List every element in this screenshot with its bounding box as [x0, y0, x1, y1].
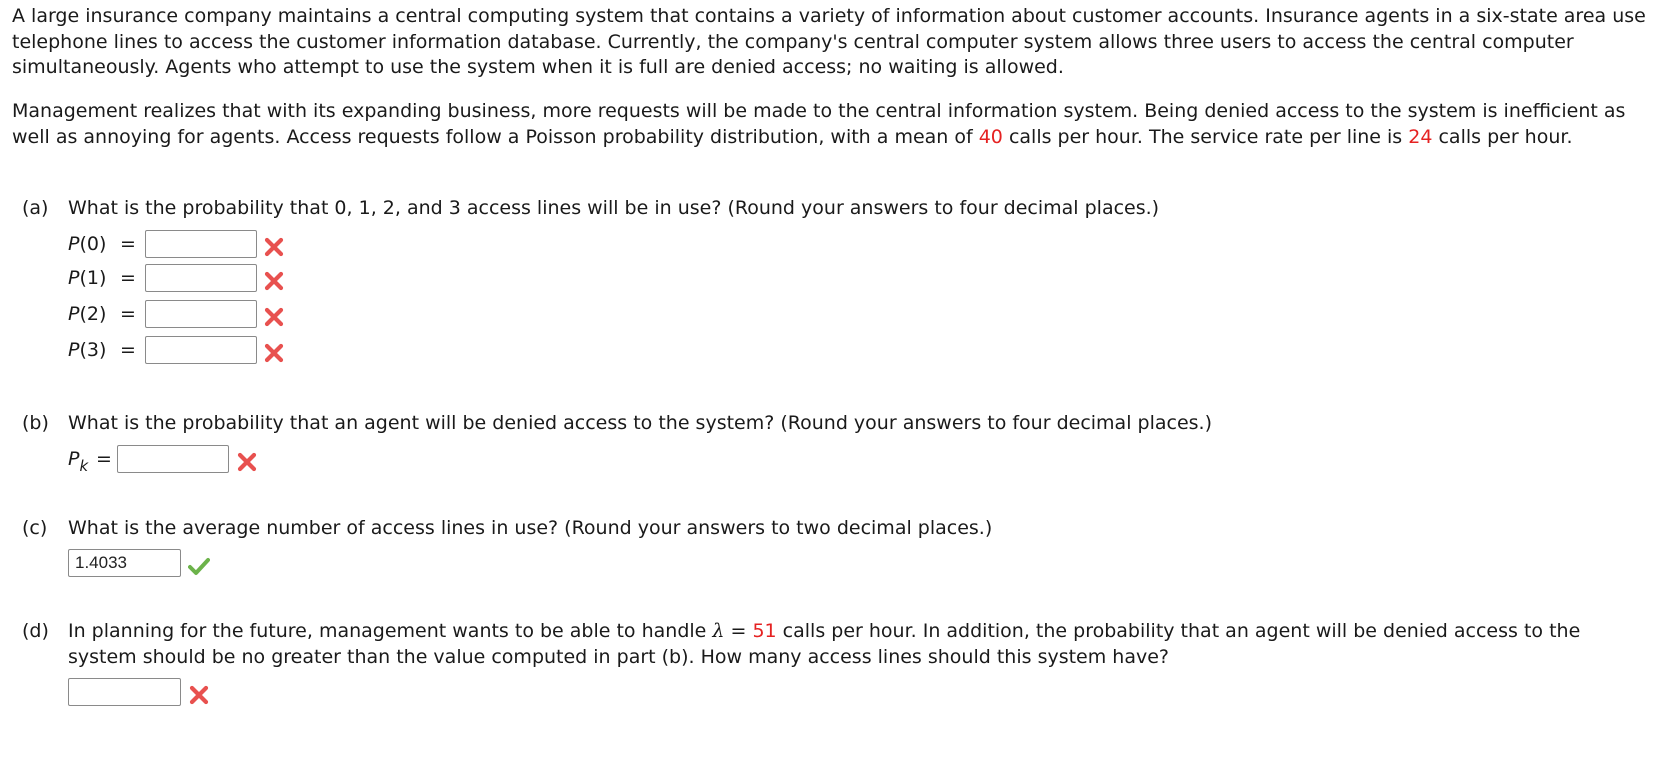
part-b-text: What is the probability that an agent will be denied access to the system? (Round your answers to four decimal places.): [68, 412, 1212, 434]
incorrect-x-icon: [263, 236, 285, 258]
pk-input[interactable]: [117, 445, 229, 473]
equals-sign: =: [120, 267, 136, 289]
pk-label: $P_k$: [68, 448, 89, 475]
average-lines-input[interactable]: 1.4033: [68, 549, 181, 577]
part-a-text: What is the probability that 0, 1, 2, and 3 access lines will be in use? (Round your answers to four decimal places.): [68, 197, 1160, 219]
part-c-letter: (c): [22, 517, 48, 539]
incorrect-x-icon: [188, 684, 210, 706]
equals-sign: =: [120, 233, 136, 255]
lambda-symbol: λ: [712, 620, 725, 642]
p0-input[interactable]: [145, 230, 257, 258]
part-d-text: In planning for the future, management wants to be able to handle λ = 51 calls per hour. In addition, the probability that an agent will be denied access to the system should be no greater than the value computed in part (b). How many access lines should this system have?: [68, 620, 1581, 668]
service-rate-value: 24: [1408, 125, 1433, 148]
p2-input[interactable]: [145, 300, 257, 328]
correct-check-icon: [188, 555, 210, 577]
p1-input[interactable]: [145, 264, 257, 292]
incorrect-x-icon: [263, 270, 285, 292]
part-a-letter: (a): [22, 197, 49, 219]
equals-sign: =: [96, 448, 112, 470]
arrival-mean-value: 40: [978, 125, 1003, 148]
intro-paragraph-1: A large insurance company maintains a central computing system that contains a variety of information about customer accounts. Insurance agents in a six-state area use telephone lines to access the customer information database. Currently, the company's central computer system allows three users to access the central computer simultaneously. Agents who attempt to use the system when it is full are denied access; no waiting is allowed.: [12, 5, 1646, 78]
p3-input[interactable]: [145, 336, 257, 364]
incorrect-x-icon: [236, 451, 258, 473]
intro-text: calls per hour.: [1432, 125, 1573, 148]
equals-sign: =: [120, 303, 136, 325]
part-d-letter: (d): [22, 620, 49, 642]
incorrect-x-icon: [263, 306, 285, 328]
intro-text: Management realizes that with its expanding business, more requests will be made to the central information system. Being denied access to the system is inefficient as well as annoying for agents. Access requests follow a Poisson probability distribution, with a mean of: [12, 100, 1626, 148]
incorrect-x-icon: [263, 342, 285, 364]
p3-label: P(3): [68, 339, 107, 361]
part-c-text: What is the average number of access lines in use? (Round your answers to two decimal places.): [68, 517, 993, 539]
p2-label: P(2): [68, 303, 107, 325]
p0-label: P(0): [68, 233, 107, 255]
intro-paragraph-2: [12, 99, 1652, 150]
p1-label: P(1): [68, 267, 107, 289]
intro-text: calls per hour. The service rate per line is: [1002, 125, 1409, 148]
lambda-value: 51: [752, 620, 777, 642]
part-b-letter: (b): [22, 412, 49, 434]
access-lines-input[interactable]: [68, 678, 181, 706]
equals-sign: =: [120, 339, 136, 361]
